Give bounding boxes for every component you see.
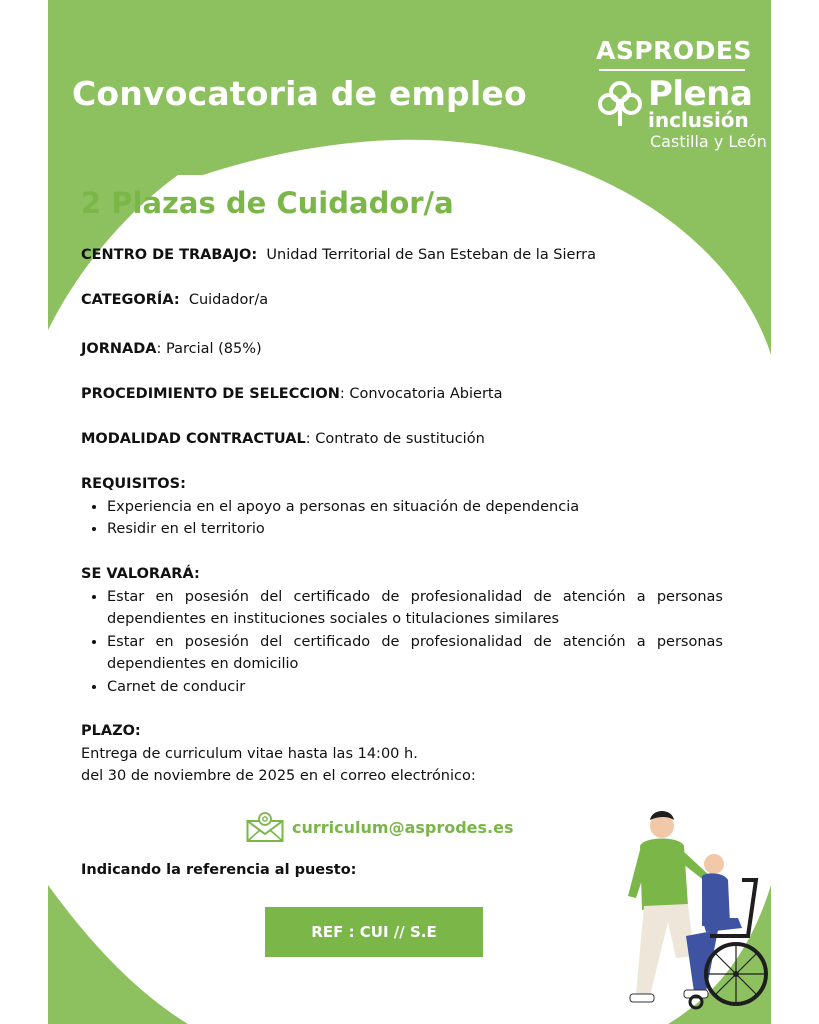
plazo-heading: PLAZO:: [81, 723, 141, 739]
reference-code: REF : CUI // S.E: [311, 923, 437, 941]
detail-value: : Contrato de sustitución: [305, 431, 485, 447]
list-item: • Residir en el territorio: [107, 518, 723, 541]
detail-label: CATEGORÍA:: [81, 292, 180, 308]
caregiver-wheelchair-illustration: [610, 806, 770, 1018]
detail-label: JORNADA: [81, 341, 157, 357]
reference-label: [81, 859, 356, 882]
detail-value: : Parcial (85%): [156, 341, 262, 357]
detail-modalidad: [81, 428, 485, 451]
plazo-line-1: Entrega de curriculum vitae hasta las 14:00 h.: [81, 745, 418, 762]
requisitos-heading: REQUISITOS:: [81, 476, 186, 492]
list-item: • Estar en posesión del certificado de profesionalidad de atención a personas dependientes en instituciones sociales o titulaciones similares: [107, 586, 723, 631]
detail-label: CENTRO DE TRABAJO:: [81, 247, 258, 263]
envelope-icon: [246, 812, 284, 842]
detail-value: Unidad Territorial de San Esteban de la Sierra: [266, 247, 597, 263]
detail-label: PROCEDIMIENTO DE SELECCION: [81, 386, 340, 402]
detail-label: MODALIDAD CONTRACTUAL: [81, 431, 306, 447]
email-link[interactable]: curriculum@asprodes.es: [292, 817, 514, 837]
job-title: 2 Plazas de Cuidador/a: [81, 186, 454, 220]
logo-plena-text: Plena: [648, 74, 753, 114]
list-item: • Estar en posesión del certificado de profesionalidad de atención a personas dependientes en domicilio: [107, 631, 723, 676]
detail-procedimiento: [81, 383, 503, 406]
logo-inclusion-text: inclusión: [648, 108, 749, 132]
list-item: • Carnet de conducir: [107, 676, 723, 699]
list-item: • Experiencia en el apoyo a personas en situación de dependencia: [107, 496, 723, 519]
reference-label-text: Indicando la referencia al puesto:: [81, 862, 357, 878]
requisitos-section: [81, 473, 723, 541]
asprodes-logo: [596, 36, 771, 151]
clover-icon: [598, 80, 642, 128]
logo-divider: [599, 69, 745, 71]
valorara-heading: SE VALORARÁ:: [81, 566, 200, 582]
plazo-section: [81, 720, 476, 788]
header-title: Convocatoria de empleo: [72, 74, 527, 113]
detail-jornada: [81, 338, 262, 361]
detail-value: : Convocatoria Abierta: [339, 386, 503, 402]
job-posting: [48, 0, 771, 1024]
logo-region-text: Castilla y León: [650, 132, 767, 151]
plazo-line-2: del 30 de noviembre de 2025 en el correo electrónico:: [81, 768, 476, 784]
requisitos-list: [81, 496, 723, 541]
reference-code-box: [265, 907, 483, 957]
valorara-section: [81, 563, 723, 698]
email-contact: [246, 812, 514, 842]
detail-categoria: [81, 289, 268, 312]
detail-centro: [81, 244, 596, 267]
detail-value: Cuidador/a: [188, 292, 269, 308]
logo-asprodes-text: ASPRODES: [596, 36, 753, 65]
valorara-list: [81, 586, 723, 699]
bottom-left-shape: [48, 885, 188, 1024]
